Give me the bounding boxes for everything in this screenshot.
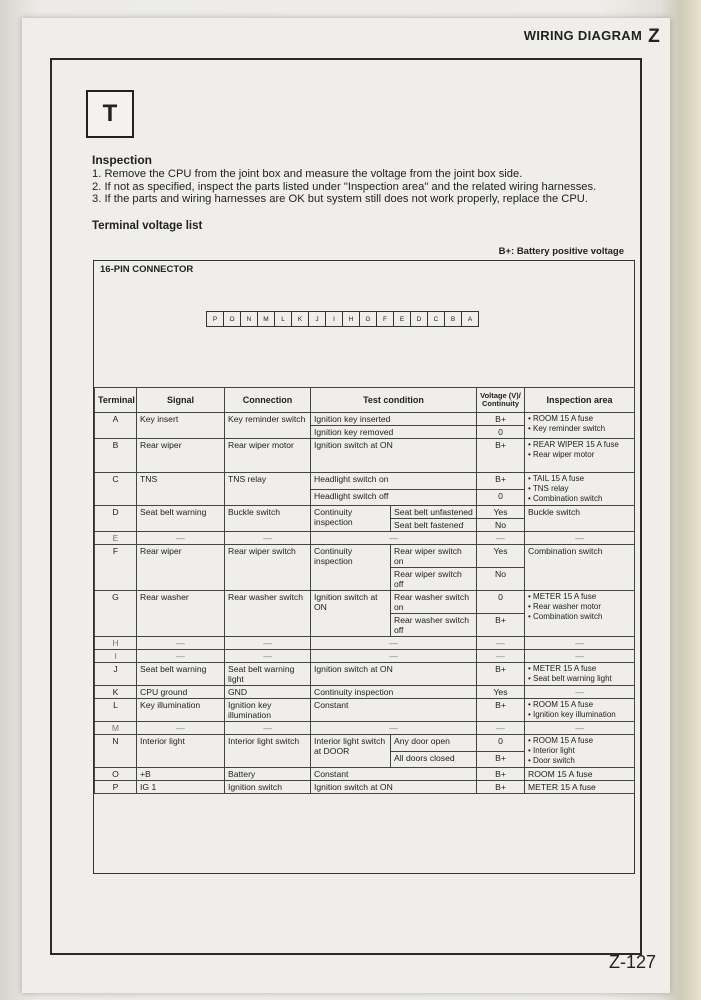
connection-cell: — bbox=[225, 722, 311, 735]
terminal-voltage-title: Terminal voltage list bbox=[92, 220, 203, 232]
voltage-cell: Yes bbox=[477, 545, 525, 568]
terminal-cell: E bbox=[95, 532, 137, 545]
connector-box bbox=[93, 260, 635, 874]
voltage-cell: Yes bbox=[477, 686, 525, 699]
area-cell: • ROOM 15 A fuse • Ignition key illumination bbox=[525, 699, 635, 722]
condition-cell: Ignition switch at ON bbox=[311, 591, 391, 637]
voltage-cell: B+ bbox=[477, 473, 525, 490]
pin-label: E bbox=[394, 312, 411, 326]
voltage-cell: B+ bbox=[477, 768, 525, 781]
signal-cell: — bbox=[137, 532, 225, 545]
condition-cell: Ignition key inserted bbox=[311, 413, 477, 426]
signal-cell: CPU ground bbox=[137, 686, 225, 699]
pin-label: O bbox=[224, 312, 241, 326]
signal-cell: +B bbox=[137, 768, 225, 781]
table-row bbox=[95, 735, 635, 752]
pin-label: N bbox=[241, 312, 258, 326]
voltage-cell: B+ bbox=[477, 663, 525, 686]
connection-cell: Ignition key illumination bbox=[225, 699, 311, 722]
header-letter: Z bbox=[648, 26, 660, 47]
subcondition-cell: All doors closed bbox=[391, 751, 477, 768]
col-header: Inspection area bbox=[525, 388, 635, 413]
table-row bbox=[95, 413, 635, 426]
table-row bbox=[95, 722, 635, 735]
table-row bbox=[95, 663, 635, 686]
connection-cell: Interior light switch bbox=[225, 735, 311, 768]
col-header: Voltage (V)/ Continuity bbox=[477, 388, 525, 413]
connection-cell: Rear wiper motor bbox=[225, 439, 311, 473]
col-header: Test condition bbox=[311, 388, 477, 413]
condition-cell: Headlight switch off bbox=[311, 489, 477, 506]
terminal-cell: G bbox=[95, 591, 137, 637]
area-cell: — bbox=[525, 637, 635, 650]
voltage-cell: Yes bbox=[477, 506, 525, 519]
pin-label: B bbox=[445, 312, 462, 326]
condition-cell: — bbox=[311, 650, 477, 663]
terminal-cell: P bbox=[95, 781, 137, 794]
battery-note: B+: Battery positive voltage bbox=[498, 246, 624, 257]
area-cell: • ROOM 15 A fuse • Key reminder switch bbox=[525, 413, 635, 439]
table-row bbox=[95, 686, 635, 699]
terminal-cell: H bbox=[95, 637, 137, 650]
table-row bbox=[95, 473, 635, 490]
condition-cell: Constant bbox=[311, 699, 477, 722]
subcondition-cell: Seat belt unfastened bbox=[391, 506, 477, 519]
terminal-voltage-table bbox=[94, 387, 635, 794]
voltage-cell: 0 bbox=[477, 735, 525, 752]
connection-cell: — bbox=[225, 637, 311, 650]
voltage-cell: B+ bbox=[477, 614, 525, 637]
voltage-cell: B+ bbox=[477, 781, 525, 794]
signal-cell: Rear wiper bbox=[137, 545, 225, 591]
terminal-cell: L bbox=[95, 699, 137, 722]
connection-cell: TNS relay bbox=[225, 473, 311, 506]
terminal-cell: N bbox=[95, 735, 137, 768]
voltage-cell: 0 bbox=[477, 426, 525, 439]
connector-pin-strip bbox=[206, 311, 479, 327]
voltage-cell: 0 bbox=[477, 591, 525, 614]
header-title: WIRING DIAGRAM bbox=[523, 28, 643, 43]
signal-cell: — bbox=[137, 722, 225, 735]
section-letter-box: T bbox=[86, 90, 134, 138]
subcondition-cell: Any door open bbox=[391, 735, 477, 752]
col-header: Terminal bbox=[95, 388, 137, 413]
table-header-row bbox=[95, 388, 635, 413]
inspection-step: 2. If not as specified, inspect the parts listed under "Inspection area" and the related wiring harnesses. bbox=[92, 180, 597, 193]
pin-label: G bbox=[360, 312, 377, 326]
voltage-cell: B+ bbox=[477, 699, 525, 722]
table-row bbox=[95, 637, 635, 650]
terminal-cell: D bbox=[95, 506, 137, 532]
area-cell: — bbox=[525, 650, 635, 663]
table-row bbox=[95, 699, 635, 722]
table-row bbox=[95, 439, 635, 473]
voltage-cell: No bbox=[477, 519, 525, 532]
pin-label: C bbox=[428, 312, 445, 326]
voltage-cell: — bbox=[477, 722, 525, 735]
pin-label: H bbox=[343, 312, 360, 326]
condition-cell: Continuity inspection bbox=[311, 686, 477, 699]
voltage-cell: B+ bbox=[477, 751, 525, 768]
connection-cell: — bbox=[225, 532, 311, 545]
table-row bbox=[95, 768, 635, 781]
voltage-cell: — bbox=[477, 532, 525, 545]
connection-cell: — bbox=[225, 650, 311, 663]
inspection-title: Inspection bbox=[92, 153, 153, 167]
connection-cell: Key reminder switch bbox=[225, 413, 311, 439]
condition-cell: — bbox=[311, 722, 477, 735]
pin-label: A bbox=[467, 315, 473, 323]
terminal-cell: M bbox=[95, 722, 137, 735]
table-row bbox=[95, 650, 635, 663]
pin-label: F bbox=[377, 312, 394, 326]
table-row bbox=[95, 506, 635, 519]
area-cell: Buckle switch bbox=[525, 506, 635, 532]
table-row bbox=[95, 591, 635, 614]
subcondition-cell: Rear wiper switch off bbox=[391, 568, 477, 591]
pin-label: P bbox=[207, 312, 224, 326]
pin-label: D bbox=[411, 312, 428, 326]
condition-cell: Ignition switch at ON bbox=[311, 439, 477, 473]
pin-label: I bbox=[326, 312, 343, 326]
pin-label: L bbox=[275, 312, 292, 326]
connection-cell: Battery bbox=[225, 768, 311, 781]
signal-cell: Key illumination bbox=[137, 699, 225, 722]
voltage-cell: B+ bbox=[477, 413, 525, 426]
condition-cell: Constant bbox=[311, 768, 477, 781]
signal-cell: Rear wiper bbox=[137, 439, 225, 473]
terminal-cell: F bbox=[95, 545, 137, 591]
connector-title: 16-PIN CONNECTOR bbox=[100, 264, 194, 275]
connection-cell: Rear washer switch bbox=[225, 591, 311, 637]
condition-cell: Ignition key removed bbox=[311, 426, 477, 439]
condition-cell: Headlight switch on bbox=[311, 473, 477, 490]
condition-cell: Continuity inspection bbox=[311, 545, 391, 591]
terminal-cell: A bbox=[95, 413, 137, 439]
signal-cell: Seat belt warning bbox=[137, 506, 225, 532]
terminal-cell: K bbox=[95, 686, 137, 699]
content-frame bbox=[50, 58, 642, 955]
voltage-cell: No bbox=[477, 568, 525, 591]
terminal-cell: I bbox=[95, 650, 137, 663]
page-number: Z-127 bbox=[608, 952, 656, 972]
voltage-cell: — bbox=[477, 650, 525, 663]
signal-cell: TNS bbox=[137, 473, 225, 506]
signal-cell: Interior light bbox=[137, 735, 225, 768]
condition-cell: — bbox=[311, 637, 477, 650]
area-cell: ROOM 15 A fuse bbox=[525, 768, 635, 781]
pin-label: M bbox=[258, 312, 275, 326]
pin-label: K bbox=[292, 312, 309, 326]
pin-label: J bbox=[309, 312, 326, 326]
area-cell: — bbox=[525, 532, 635, 545]
subcondition-cell: Rear washer switch off bbox=[391, 614, 477, 637]
area-cell: Combination switch bbox=[525, 545, 635, 591]
subcondition-cell: Seat belt fastened bbox=[391, 519, 477, 532]
voltage-cell: 0 bbox=[477, 489, 525, 506]
voltage-cell: — bbox=[477, 637, 525, 650]
condition-cell: Continuity inspection bbox=[311, 506, 391, 532]
condition-cell: Ignition switch at ON bbox=[311, 781, 477, 794]
signal-cell: — bbox=[137, 650, 225, 663]
condition-cell: Interior light switch at DOOR bbox=[311, 735, 391, 768]
connection-cell: Buckle switch bbox=[225, 506, 311, 532]
condition-cell: Ignition switch at ON bbox=[311, 663, 477, 686]
area-cell: METER 15 A fuse bbox=[525, 781, 635, 794]
voltage-cell: B+ bbox=[477, 439, 525, 473]
signal-cell: Seat belt warning bbox=[137, 663, 225, 686]
connection-cell: GND bbox=[225, 686, 311, 699]
signal-cell: — bbox=[137, 637, 225, 650]
condition-cell: — bbox=[311, 532, 477, 545]
area-cell: — bbox=[525, 722, 635, 735]
area-cell: • METER 15 A fuse • Seat belt warning light bbox=[525, 663, 635, 686]
table-row bbox=[95, 545, 635, 568]
connection-cell: Seat belt warning light bbox=[225, 663, 311, 686]
connection-cell: Ignition switch bbox=[225, 781, 311, 794]
col-header: Connection bbox=[225, 388, 311, 413]
terminal-cell: B bbox=[95, 439, 137, 473]
area-cell: • TAIL 15 A fuse • TNS relay • Combination switch bbox=[525, 473, 635, 506]
area-cell: — bbox=[525, 686, 635, 699]
signal-cell: IG 1 bbox=[137, 781, 225, 794]
signal-cell: Key insert bbox=[137, 413, 225, 439]
terminal-cell: O bbox=[95, 768, 137, 781]
terminal-cell: C bbox=[95, 473, 137, 506]
col-header: Signal bbox=[137, 388, 225, 413]
manual-page bbox=[22, 18, 670, 993]
table-row bbox=[95, 781, 635, 794]
area-cell: • ROOM 15 A fuse • Interior light • Door switch bbox=[525, 735, 635, 768]
area-cell: • REAR WIPER 15 A fuse • Rear wiper motor bbox=[525, 439, 635, 473]
inspection-steps bbox=[92, 168, 596, 206]
table-row bbox=[95, 532, 635, 545]
subcondition-cell: Rear washer switch on bbox=[391, 591, 477, 614]
inspection-step: 3. If the parts and wiring harnesses are OK but system still does not work properly, replace the CPU. bbox=[92, 193, 588, 206]
area-cell: • METER 15 A fuse • Rear washer motor • Combination switch bbox=[525, 591, 635, 637]
page-header bbox=[524, 26, 660, 48]
connection-cell: Rear wiper switch bbox=[225, 545, 311, 591]
inspection-step: 1. Remove the CPU from the joint box and measure the voltage from the joint box side. bbox=[92, 168, 523, 180]
subcondition-cell: Rear wiper switch on bbox=[391, 545, 477, 568]
signal-cell: Rear washer bbox=[137, 591, 225, 637]
terminal-cell: J bbox=[95, 663, 137, 686]
